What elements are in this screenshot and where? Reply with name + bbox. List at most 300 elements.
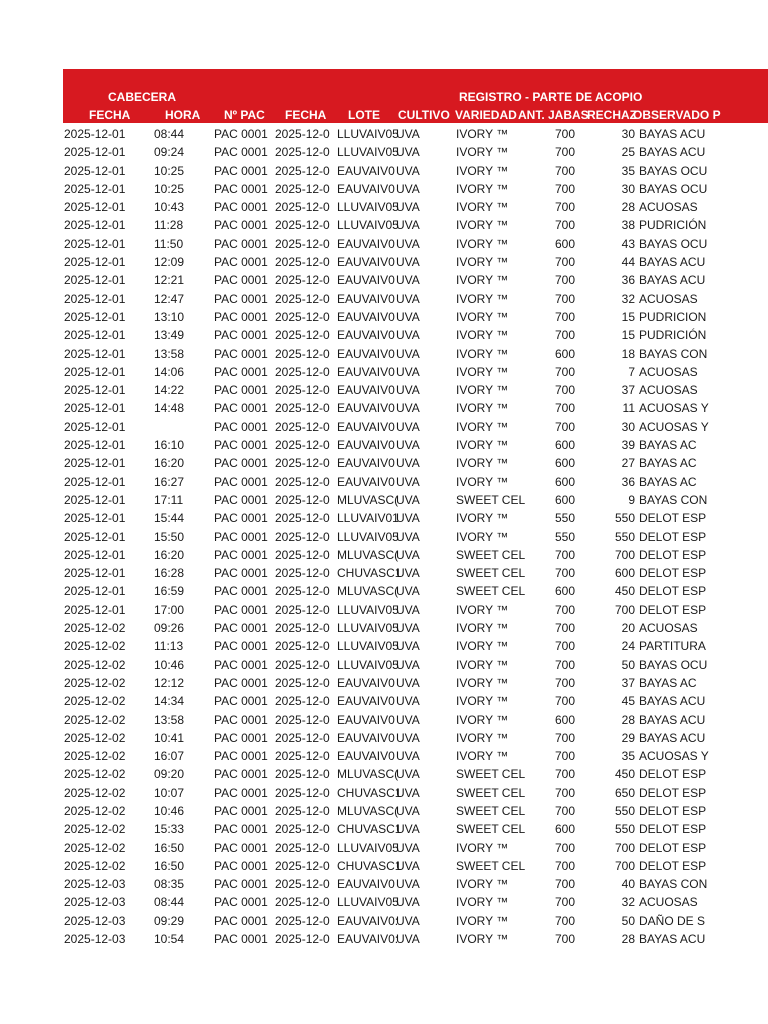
cell-variedad[interactable]: IVORY ™	[456, 127, 509, 141]
cell-fecha[interactable]: 2025-12-01	[64, 401, 126, 416]
cell-observado[interactable]: BAYAS AC	[639, 675, 697, 690]
cell-rechaz[interactable]: 450	[614, 584, 635, 599]
cell-npac[interactable]: PAC 0001	[214, 621, 268, 636]
col-header-fecha[interactable]: FECHA	[89, 108, 131, 122]
cell-rechaz[interactable]: 44	[621, 255, 635, 270]
cell-fecha-2[interactable]: 2025-12-0	[275, 401, 330, 416]
cell-fecha-2[interactable]: 2025-12-0	[275, 181, 330, 196]
cell-cultivo[interactable]: UVA	[396, 639, 420, 654]
cell-ant-jabas[interactable]: 550	[554, 511, 575, 526]
cell-hora[interactable]: 12:12	[154, 675, 185, 690]
col-header-fecha-2[interactable]: FECHA	[285, 108, 327, 122]
cell-cultivo[interactable]: UVA	[396, 401, 420, 416]
cell-npac[interactable]: PAC 0001	[214, 401, 268, 416]
cell-cultivo[interactable]: UVA	[396, 657, 420, 672]
cell-observado[interactable]: BAYAS AC	[639, 474, 697, 489]
cell-cultivo[interactable]: UVA	[396, 529, 420, 544]
cell-cultivo[interactable]: UVA	[396, 694, 420, 709]
cell-npac[interactable]: PAC 0001	[214, 346, 268, 361]
cell-rechaz[interactable]: 550	[614, 803, 635, 818]
cell-lote[interactable]: LLUVAIV05	[337, 218, 399, 233]
cell-ant-jabas[interactable]: 700	[554, 218, 575, 233]
cell-rechaz[interactable]: 32	[621, 895, 635, 910]
cell-cultivo[interactable]: UVA	[396, 858, 420, 873]
cell-npac[interactable]: PAC 0001	[214, 309, 268, 324]
cell-npac[interactable]: PAC 0001	[214, 584, 268, 599]
cell-lote[interactable]: EAUVAIV0	[337, 309, 395, 324]
cell-npac[interactable]: PAC 0001	[214, 895, 268, 910]
cell-lote[interactable]: EAUVAIV0:	[337, 913, 399, 928]
cell-lote[interactable]: CHUVASC1	[337, 785, 402, 800]
cell-observado[interactable]: BAYAS OCU	[639, 657, 708, 672]
cell-npac[interactable]: PAC 0001	[214, 840, 268, 855]
cell-observado[interactable]: DELOT ESP	[639, 858, 707, 873]
cell-fecha-2[interactable]: 2025-12-0	[275, 822, 330, 837]
col-header-rechaz[interactable]: RECHAZ	[587, 108, 637, 122]
cell-cultivo[interactable]: UVA	[396, 877, 420, 892]
cell-fecha-2[interactable]: 2025-12-0	[275, 218, 330, 233]
cell-cultivo[interactable]: UVA	[396, 584, 420, 599]
cell-cultivo[interactable]: UVA	[396, 511, 420, 526]
cell-fecha[interactable]: 2025-12-01	[64, 255, 126, 270]
cell-fecha-2[interactable]: 2025-12-0	[275, 200, 330, 215]
cell-cultivo[interactable]: UVA	[396, 255, 420, 270]
cell-observado[interactable]: DELOT ESP	[639, 840, 707, 855]
cell-rechaz[interactable]: 38	[621, 218, 635, 233]
cell-lote[interactable]: LLUVAIV01	[337, 511, 399, 526]
cell-fecha[interactable]: 2025-12-02	[64, 803, 126, 818]
cell-fecha[interactable]: 2025-12-01	[64, 602, 126, 617]
cell-observado[interactable]: ACUOSAS	[639, 621, 698, 636]
cell-fecha-2[interactable]: 2025-12-0	[275, 584, 330, 599]
cell-fecha[interactable]: 2025-12-01	[64, 456, 126, 471]
cell-ant-jabas[interactable]: 700	[554, 840, 575, 855]
cell-npac[interactable]: PAC 0001	[214, 456, 268, 471]
cell-rechaz[interactable]: 15	[621, 328, 635, 343]
cell-cultivo[interactable]: UVA	[396, 145, 420, 160]
cell-fecha[interactable]: 2025-12-01	[64, 364, 126, 379]
cell-hora[interactable]: 17:11	[154, 492, 184, 507]
cell-hora[interactable]: 11:28	[154, 218, 184, 233]
cell-cultivo[interactable]: UVA	[396, 200, 420, 215]
cell-variedad[interactable]: IVORY ™	[456, 291, 509, 306]
cell-observado[interactable]: DELOT ESP	[639, 584, 707, 599]
cell-hora[interactable]: 14:34	[154, 694, 185, 709]
cell-cultivo[interactable]: UVA	[396, 621, 420, 636]
cell-npac[interactable]: PAC 0001	[214, 566, 268, 581]
cell-fecha-2[interactable]: 2025-12-0	[275, 456, 330, 471]
cell-fecha-2[interactable]: 2025-12-0	[275, 913, 330, 928]
cell-fecha-2[interactable]: 2025-12-0	[275, 803, 330, 818]
cell-cultivo[interactable]: UVA	[396, 236, 420, 251]
cell-npac[interactable]: PAC 0001	[214, 419, 268, 434]
cell-observado[interactable]: PARTITURA	[639, 639, 706, 654]
cell-ant-jabas[interactable]: 600	[554, 456, 575, 471]
cell-rechaz[interactable]: 36	[621, 474, 635, 489]
cell-ant-jabas[interactable]: 600	[554, 584, 575, 599]
cell-ant-jabas[interactable]: 700	[554, 602, 575, 617]
cell-variedad[interactable]: IVORY ™	[456, 273, 509, 288]
cell-npac[interactable]: PAC 0001	[214, 858, 268, 873]
cell-lote[interactable]: EAUVAIV0	[337, 401, 395, 416]
cell-observado[interactable]: DELOT ESP	[639, 767, 707, 782]
cell-variedad[interactable]: IVORY ™	[456, 218, 509, 233]
cell-variedad[interactable]: SWEET CEL	[456, 858, 526, 873]
cell-npac[interactable]: PAC 0001	[214, 822, 268, 837]
cell-hora[interactable]: 16:10	[154, 438, 185, 453]
cell-rechaz[interactable]: 40	[621, 877, 635, 892]
cell-observado[interactable]: DELOT ESP	[639, 547, 707, 562]
cell-ant-jabas[interactable]: 600	[554, 438, 575, 453]
cell-ant-jabas[interactable]: 700	[554, 657, 575, 672]
cell-observado[interactable]: PUDRICIÓN	[639, 218, 707, 233]
cell-npac[interactable]: PAC 0001	[214, 932, 268, 947]
cell-variedad[interactable]: IVORY ™	[456, 694, 509, 709]
cell-observado[interactable]: DELOT ESP	[639, 822, 707, 837]
cell-ant-jabas[interactable]: 700	[554, 383, 575, 398]
cell-hora[interactable]: 09:20	[154, 767, 185, 782]
cell-cultivo[interactable]: UVA	[396, 913, 420, 928]
cell-rechaz[interactable]: 700	[614, 547, 635, 562]
cell-rechaz[interactable]: 32	[621, 291, 635, 306]
cell-observado[interactable]: BAYAS ACU	[639, 255, 706, 270]
cell-rechaz[interactable]: 50	[621, 913, 635, 928]
cell-ant-jabas[interactable]: 700	[554, 181, 575, 196]
cell-ant-jabas[interactable]: 700	[554, 364, 575, 379]
cell-hora[interactable]: 15:50	[154, 529, 185, 544]
cell-rechaz[interactable]: 28	[621, 712, 635, 727]
cell-variedad[interactable]: IVORY ™	[456, 474, 509, 489]
cell-lote[interactable]: MLUVASC(	[337, 803, 399, 818]
cell-hora[interactable]: 11:50	[154, 236, 184, 251]
cell-lote[interactable]: EAUVAIV0	[337, 291, 395, 306]
cell-fecha[interactable]: 2025-12-01	[64, 383, 126, 398]
cell-hora[interactable]: 13:49	[154, 328, 185, 343]
cell-npac[interactable]: PAC 0001	[214, 291, 268, 306]
cell-npac[interactable]: PAC 0001	[214, 273, 268, 288]
cell-fecha[interactable]: 2025-12-01	[64, 291, 126, 306]
cell-ant-jabas[interactable]: 700	[554, 932, 575, 947]
cell-cultivo[interactable]: UVA	[396, 383, 420, 398]
cell-fecha[interactable]: 2025-12-02	[64, 675, 126, 690]
cell-rechaz[interactable]: 24	[621, 639, 635, 654]
cell-rechaz[interactable]: 30	[621, 419, 635, 434]
cell-fecha[interactable]: 2025-12-01	[64, 309, 126, 324]
cell-variedad[interactable]: IVORY ™	[456, 913, 509, 928]
cell-fecha[interactable]: 2025-12-01	[64, 566, 126, 581]
cell-observado[interactable]: BAYAS ACU	[639, 730, 706, 745]
cell-fecha[interactable]: 2025-12-01	[64, 529, 126, 544]
cell-cultivo[interactable]: UVA	[396, 419, 420, 434]
cell-npac[interactable]: PAC 0001	[214, 200, 268, 215]
cell-fecha-2[interactable]: 2025-12-0	[275, 785, 330, 800]
cell-hora[interactable]: 13:58	[154, 712, 185, 727]
cell-variedad[interactable]: IVORY ™	[456, 346, 509, 361]
cell-fecha[interactable]: 2025-12-03	[64, 913, 126, 928]
cell-npac[interactable]: PAC 0001	[214, 529, 268, 544]
cell-hora[interactable]: 12:47	[154, 291, 185, 306]
cell-npac[interactable]: PAC 0001	[214, 877, 268, 892]
cell-variedad[interactable]: SWEET CEL	[456, 584, 526, 599]
col-header-lote[interactable]: LOTE	[348, 108, 380, 122]
cell-cultivo[interactable]: UVA	[396, 547, 420, 562]
cell-rechaz[interactable]: 50	[621, 657, 635, 672]
cell-fecha[interactable]: 2025-12-02	[64, 767, 126, 782]
cell-lote[interactable]: EAUVAIV0	[337, 181, 395, 196]
cell-variedad[interactable]: IVORY ™	[456, 712, 509, 727]
cell-observado[interactable]: ACUOSAS	[639, 364, 698, 379]
col-header-variedad[interactable]: VARIEDAD	[455, 108, 517, 122]
cell-fecha[interactable]: 2025-12-01	[64, 328, 126, 343]
cell-npac[interactable]: PAC 0001	[214, 236, 268, 251]
cell-rechaz[interactable]: 550	[614, 529, 635, 544]
cell-ant-jabas[interactable]: 700	[554, 547, 575, 562]
cell-cultivo[interactable]: UVA	[396, 822, 420, 837]
cell-lote[interactable]: CHUVASC1	[337, 566, 402, 581]
cell-variedad[interactable]: IVORY ™	[456, 309, 509, 324]
cell-hora[interactable]: 13:58	[154, 346, 185, 361]
cell-lote[interactable]: EAUVAIV0	[337, 163, 395, 178]
cell-npac[interactable]: PAC 0001	[214, 163, 268, 178]
cell-cultivo[interactable]: UVA	[396, 163, 420, 178]
cell-variedad[interactable]: IVORY ™	[456, 840, 509, 855]
cell-npac[interactable]: PAC 0001	[214, 364, 268, 379]
cell-rechaz[interactable]: 700	[614, 858, 635, 873]
cell-fecha[interactable]: 2025-12-01	[64, 346, 126, 361]
cell-observado[interactable]: BAYAS CON	[639, 877, 708, 892]
cell-lote[interactable]: EAUVAIV0	[337, 419, 395, 434]
cell-fecha[interactable]: 2025-12-01	[64, 547, 126, 562]
cell-ant-jabas[interactable]: 600	[554, 712, 575, 727]
cell-cultivo[interactable]: UVA	[396, 127, 420, 141]
cell-fecha-2[interactable]: 2025-12-0	[275, 566, 330, 581]
cell-fecha-2[interactable]: 2025-12-0	[275, 273, 330, 288]
cell-hora[interactable]: 14:22	[154, 383, 185, 398]
cell-variedad[interactable]: IVORY ™	[456, 511, 509, 526]
cell-observado[interactable]: ACUOSAS Y	[639, 401, 709, 416]
cell-rechaz[interactable]: 11	[622, 401, 635, 416]
cell-observado[interactable]: ACUOSAS Y	[639, 419, 709, 434]
cell-lote[interactable]: EAUVAIV0	[337, 364, 395, 379]
cell-hora[interactable]: 17:00	[154, 602, 185, 617]
cell-lote[interactable]: EAUVAIV0	[337, 255, 395, 270]
cell-rechaz[interactable]: 37	[621, 675, 635, 690]
cell-rechaz[interactable]: 27	[621, 456, 635, 471]
col-header-cultivo[interactable]: CULTIVO	[398, 108, 450, 122]
cell-rechaz[interactable]: 550	[614, 511, 635, 526]
cell-hora[interactable]: 08:44	[154, 895, 185, 910]
cell-cultivo[interactable]: UVA	[396, 895, 420, 910]
cell-lote[interactable]: LLUVAIV05	[337, 127, 399, 141]
cell-npac[interactable]: PAC 0001	[214, 749, 268, 764]
cell-lote[interactable]: EAUVAIV0	[337, 749, 395, 764]
cell-observado[interactable]: DELOT ESP	[639, 511, 707, 526]
cell-fecha[interactable]: 2025-12-03	[64, 895, 126, 910]
cell-ant-jabas[interactable]: 700	[554, 767, 575, 782]
cell-lote[interactable]: EAUVAIV0	[337, 456, 395, 471]
cell-variedad[interactable]: IVORY ™	[456, 895, 509, 910]
cell-lote[interactable]: MLUVASC(	[337, 767, 399, 782]
cell-fecha[interactable]: 2025-12-02	[64, 639, 126, 654]
cell-ant-jabas[interactable]: 700	[554, 309, 575, 324]
cell-observado[interactable]: DELOT ESP	[639, 602, 707, 617]
cell-lote[interactable]: EAUVAIV0	[337, 273, 395, 288]
cell-variedad[interactable]: IVORY ™	[456, 328, 509, 343]
cell-observado[interactable]: BAYAS ACU	[639, 932, 706, 947]
cell-fecha[interactable]: 2025-12-02	[64, 730, 126, 745]
cell-observado[interactable]: ACUOSAS Y	[639, 749, 709, 764]
cell-rechaz[interactable]: 18	[621, 346, 635, 361]
cell-lote[interactable]: MLUVASC(	[337, 492, 399, 507]
cell-fecha-2[interactable]: 2025-12-0	[275, 511, 330, 526]
cell-fecha-2[interactable]: 2025-12-0	[275, 639, 330, 654]
cell-variedad[interactable]: IVORY ™	[456, 401, 509, 416]
cell-ant-jabas[interactable]: 700	[554, 913, 575, 928]
cell-fecha[interactable]: 2025-12-01	[64, 438, 126, 453]
cell-hora[interactable]: 08:35	[154, 877, 185, 892]
cell-lote[interactable]: LLUVAIV05	[337, 895, 399, 910]
cell-cultivo[interactable]: UVA	[396, 218, 420, 233]
cell-variedad[interactable]: IVORY ™	[456, 163, 509, 178]
cell-variedad[interactable]: SWEET CEL	[456, 547, 526, 562]
cell-observado[interactable]: DELOT ESP	[639, 529, 707, 544]
cell-hora[interactable]: 16:50	[154, 840, 185, 855]
cell-fecha-2[interactable]: 2025-12-0	[275, 529, 330, 544]
cell-ant-jabas[interactable]: 700	[554, 163, 575, 178]
cell-npac[interactable]: PAC 0001	[214, 181, 268, 196]
cell-hora[interactable]: 10:07	[154, 785, 185, 800]
cell-lote[interactable]: EAUVAIV0	[337, 675, 395, 690]
cell-fecha[interactable]: 2025-12-02	[64, 657, 126, 672]
cell-observado[interactable]: BAYAS AC	[639, 438, 697, 453]
cell-lote[interactable]: LLUVAIV05	[337, 529, 399, 544]
col-header-observado[interactable]: OBSERVADO P	[633, 108, 721, 122]
cell-cultivo[interactable]: UVA	[396, 785, 420, 800]
cell-npac[interactable]: PAC 0001	[214, 474, 268, 489]
cell-hora[interactable]: 15:44	[154, 511, 185, 526]
cell-fecha-2[interactable]: 2025-12-0	[275, 438, 330, 453]
cell-cultivo[interactable]: UVA	[396, 364, 420, 379]
cell-fecha-2[interactable]: 2025-12-0	[275, 163, 330, 178]
cell-rechaz[interactable]: 30	[621, 127, 635, 141]
cell-lote[interactable]: LLUVAIV05	[337, 602, 399, 617]
cell-observado[interactable]: DELOT ESP	[639, 803, 707, 818]
cell-cultivo[interactable]: UVA	[396, 474, 420, 489]
cell-fecha-2[interactable]: 2025-12-0	[275, 767, 330, 782]
cell-ant-jabas[interactable]: 700	[554, 200, 575, 215]
cell-lote[interactable]: EAUVAIV0	[337, 474, 395, 489]
cell-npac[interactable]: PAC 0001	[214, 767, 268, 782]
cell-fecha-2[interactable]: 2025-12-0	[275, 602, 330, 617]
cell-cultivo[interactable]: UVA	[396, 438, 420, 453]
cell-lote[interactable]: EAUVAIV0	[337, 328, 395, 343]
cell-rechaz[interactable]: 9	[628, 492, 635, 507]
cell-observado[interactable]: BAYAS ACU	[639, 694, 706, 709]
cell-cultivo[interactable]: UVA	[396, 675, 420, 690]
cell-observado[interactable]: ACUOSAS	[639, 291, 698, 306]
cell-rechaz[interactable]: 28	[621, 932, 635, 947]
cell-fecha-2[interactable]: 2025-12-0	[275, 621, 330, 636]
cell-lote[interactable]: MLUVASC(	[337, 584, 399, 599]
cell-cultivo[interactable]: UVA	[396, 328, 420, 343]
cell-hora[interactable]: 16:59	[154, 584, 185, 599]
cell-fecha[interactable]: 2025-12-02	[64, 840, 126, 855]
cell-ant-jabas[interactable]: 700	[554, 639, 575, 654]
cell-lote[interactable]: CHUVASC1	[337, 822, 402, 837]
cell-fecha[interactable]: 2025-12-01	[64, 200, 126, 215]
cell-observado[interactable]: BAYAS OCU	[639, 163, 708, 178]
cell-fecha-2[interactable]: 2025-12-0	[275, 383, 330, 398]
cell-fecha-2[interactable]: 2025-12-0	[275, 858, 330, 873]
col-header-hora[interactable]: HORA	[165, 108, 201, 122]
cell-lote[interactable]: EAUVAIV0	[337, 346, 395, 361]
cell-fecha[interactable]: 2025-12-01	[64, 419, 126, 434]
cell-variedad[interactable]: IVORY ™	[456, 657, 509, 672]
cell-hora[interactable]: 14:06	[154, 364, 185, 379]
cell-variedad[interactable]: IVORY ™	[456, 602, 509, 617]
cell-cultivo[interactable]: UVA	[396, 181, 420, 196]
cell-ant-jabas[interactable]: 600	[554, 346, 575, 361]
cell-observado[interactable]: PUDRICIÓN	[639, 328, 707, 343]
cell-variedad[interactable]: IVORY ™	[456, 456, 509, 471]
cell-hora[interactable]: 12:21	[154, 273, 185, 288]
cell-rechaz[interactable]: 28	[621, 200, 635, 215]
cell-fecha-2[interactable]: 2025-12-0	[275, 877, 330, 892]
cell-variedad[interactable]: IVORY ™	[456, 419, 509, 434]
cell-fecha[interactable]: 2025-12-03	[64, 877, 126, 892]
cell-fecha-2[interactable]: 2025-12-0	[275, 675, 330, 690]
cell-cultivo[interactable]: UVA	[396, 803, 420, 818]
cell-ant-jabas[interactable]: 700	[554, 291, 575, 306]
cell-npac[interactable]: PAC 0001	[214, 913, 268, 928]
cell-npac[interactable]: PAC 0001	[214, 383, 268, 398]
cell-fecha[interactable]: 2025-12-01	[64, 492, 126, 507]
cell-fecha-2[interactable]: 2025-12-0	[275, 291, 330, 306]
cell-variedad[interactable]: IVORY ™	[456, 932, 509, 947]
cell-npac[interactable]: PAC 0001	[214, 127, 268, 141]
cell-cultivo[interactable]: UVA	[396, 840, 420, 855]
cell-lote[interactable]: EAUVAIV0	[337, 694, 395, 709]
cell-fecha-2[interactable]: 2025-12-0	[275, 145, 330, 160]
cell-variedad[interactable]: IVORY ™	[456, 200, 509, 215]
cell-ant-jabas[interactable]: 700	[554, 328, 575, 343]
cell-hora[interactable]: 16:20	[154, 456, 185, 471]
cell-npac[interactable]: PAC 0001	[214, 803, 268, 818]
cell-variedad[interactable]: SWEET CEL	[456, 566, 526, 581]
cell-ant-jabas[interactable]: 700	[554, 401, 575, 416]
cell-ant-jabas[interactable]: 700	[554, 255, 575, 270]
cell-fecha[interactable]: 2025-12-01	[64, 218, 126, 233]
cell-lote[interactable]: LLUVAIV05	[337, 621, 399, 636]
cell-rechaz[interactable]: 650	[614, 785, 635, 800]
cell-rechaz[interactable]: 20	[621, 621, 635, 636]
cell-observado[interactable]: PUDRICION	[639, 309, 707, 324]
cell-fecha-2[interactable]: 2025-12-0	[275, 419, 330, 434]
cell-lote[interactable]: LLUVAIV05	[337, 840, 399, 855]
cell-observado[interactable]: ACUOSAS	[639, 200, 698, 215]
cell-fecha[interactable]: 2025-12-02	[64, 785, 126, 800]
cell-fecha-2[interactable]: 2025-12-0	[275, 255, 330, 270]
cell-cultivo[interactable]: UVA	[396, 602, 420, 617]
cell-observado[interactable]: DELOT ESP	[639, 566, 707, 581]
cell-rechaz[interactable]: 35	[621, 163, 635, 178]
cell-cultivo[interactable]: UVA	[396, 492, 420, 507]
cell-observado[interactable]: BAYAS OCU	[639, 236, 708, 251]
cell-rechaz[interactable]: 25	[621, 145, 635, 160]
cell-ant-jabas[interactable]: 700	[554, 803, 575, 818]
cell-ant-jabas[interactable]: 700	[554, 127, 575, 141]
cell-lote[interactable]: LLUVAIV05	[337, 639, 399, 654]
